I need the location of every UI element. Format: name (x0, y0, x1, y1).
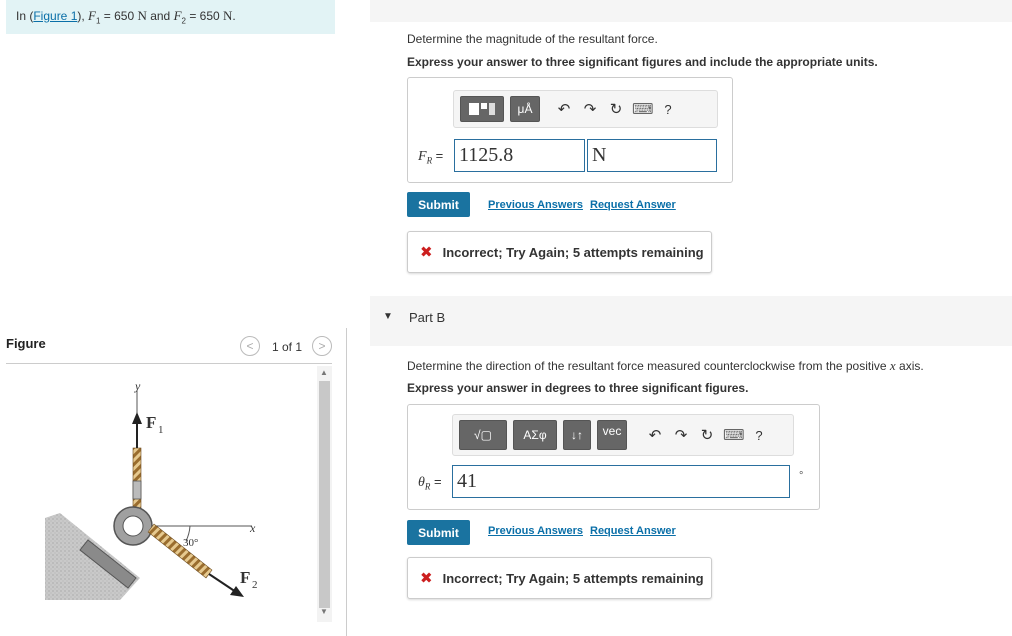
part-b-feedback-text: Incorrect; Try Again; 5 attempts remaining (442, 570, 704, 586)
part-b-instruction: Express your answer in degrees to three significant figures. (407, 381, 749, 395)
part-a-feedback (407, 231, 712, 273)
scroll-up-icon[interactable]: ▲ (320, 368, 328, 377)
part-a-feedback-text: Incorrect; Try Again; 5 attempts remaining (442, 244, 704, 260)
part-b-toolbar (452, 414, 794, 456)
part-b-title[interactable]: Part B (409, 310, 446, 325)
redo-icon[interactable]: ↷ (583, 101, 597, 118)
templates-sqrt-button[interactable]: √▢ (459, 420, 507, 450)
templates-button[interactable] (460, 96, 504, 122)
x-axis-label: x (250, 521, 256, 535)
next-figure-button[interactable] (312, 336, 332, 356)
part-a-answer-label: $F_R$ = (418, 148, 444, 166)
part-b-header[interactable] (370, 296, 1012, 346)
part-a-submit-button[interactable]: Submit (407, 192, 470, 217)
part-b-previous-answers-link[interactable]: Previous Answers (488, 525, 583, 537)
f2-label: F (240, 568, 251, 587)
f2-arrowhead (230, 586, 244, 597)
part-b-submit-button[interactable]: Submit (407, 520, 470, 545)
part-a-previous-answers-link[interactable]: Previous Answers (488, 199, 583, 211)
part-b-value-input[interactable]: 41 (452, 465, 790, 498)
part-a-unit-input[interactable]: N (587, 139, 717, 172)
degree-unit: ° (799, 470, 804, 482)
keyboard-icon[interactable]: ⌨ (723, 427, 745, 444)
scroll-down-icon[interactable]: ▼ (320, 607, 328, 616)
chevron-right-icon: > (318, 339, 326, 353)
f1-subscript: 1 (158, 424, 164, 436)
f2-arrow-shaft (209, 574, 236, 592)
part-b-question: Determine the direction of the resultant force measured counterclockwise from the positive x axis. (407, 358, 924, 373)
vector-button[interactable]: vec (597, 420, 627, 450)
prev-figure-button[interactable] (240, 336, 260, 356)
subscript-superscript-button[interactable]: ↓↑ (563, 420, 591, 450)
part-b-answer-label: $\theta_R$ = (418, 474, 442, 492)
f2-rope (148, 524, 212, 578)
part-b-request-answer-link[interactable]: Request Answer (590, 525, 676, 537)
undo-icon[interactable]: ↶ (557, 101, 571, 118)
keyboard-icon[interactable]: ⌨ (632, 101, 654, 118)
chevron-left-icon: < (246, 339, 254, 353)
part-a-toolbar (453, 90, 718, 128)
units-button[interactable]: μÅ (510, 96, 540, 122)
greek-symbols-button[interactable]: ΑΣφ (513, 420, 557, 450)
part-a-value-input[interactable]: 1125.8 (454, 139, 585, 172)
f1-arrowhead (132, 412, 142, 424)
part-a-header (370, 0, 1012, 22)
templates-icon (467, 100, 497, 118)
part-b-feedback (407, 557, 712, 599)
scrollbar-thumb[interactable] (319, 381, 330, 608)
reset-icon[interactable]: ↻ (609, 101, 623, 118)
f1-label: F (146, 413, 157, 432)
help-icon[interactable]: ? (755, 427, 763, 443)
help-icon[interactable]: ? (664, 101, 672, 117)
figure-link[interactable]: Figure 1 (33, 9, 78, 23)
redo-icon[interactable]: ↷ (674, 427, 688, 444)
figure-counter: 1 of 1 (272, 340, 303, 354)
collapse-arrow-icon[interactable]: ▼ (383, 311, 393, 322)
error-icon: ✖ (420, 244, 433, 261)
part-a-request-answer-link[interactable]: Request Answer (590, 199, 676, 211)
figure-divider (6, 363, 332, 364)
force-diagram (40, 378, 320, 628)
y-axis-label: y (135, 379, 141, 393)
part-a-instruction: Express your answer to three significant figures and include the appropriate units. (407, 55, 878, 69)
reset-icon[interactable]: ↻ (700, 427, 714, 444)
angle-label: 30° (183, 537, 199, 549)
panel-separator (346, 328, 347, 636)
undo-icon[interactable]: ↶ (648, 427, 662, 444)
problem-intro: In (Figure 1), $F_1 = 650$ N and $F_2 = 650$ N. (6, 0, 335, 34)
part-a-question: Determine the magnitude of the resultant force. (407, 32, 658, 46)
figure-title: Figure (6, 336, 46, 351)
f2-subscript: 2 (252, 579, 258, 591)
error-icon: ✖ (420, 570, 433, 587)
